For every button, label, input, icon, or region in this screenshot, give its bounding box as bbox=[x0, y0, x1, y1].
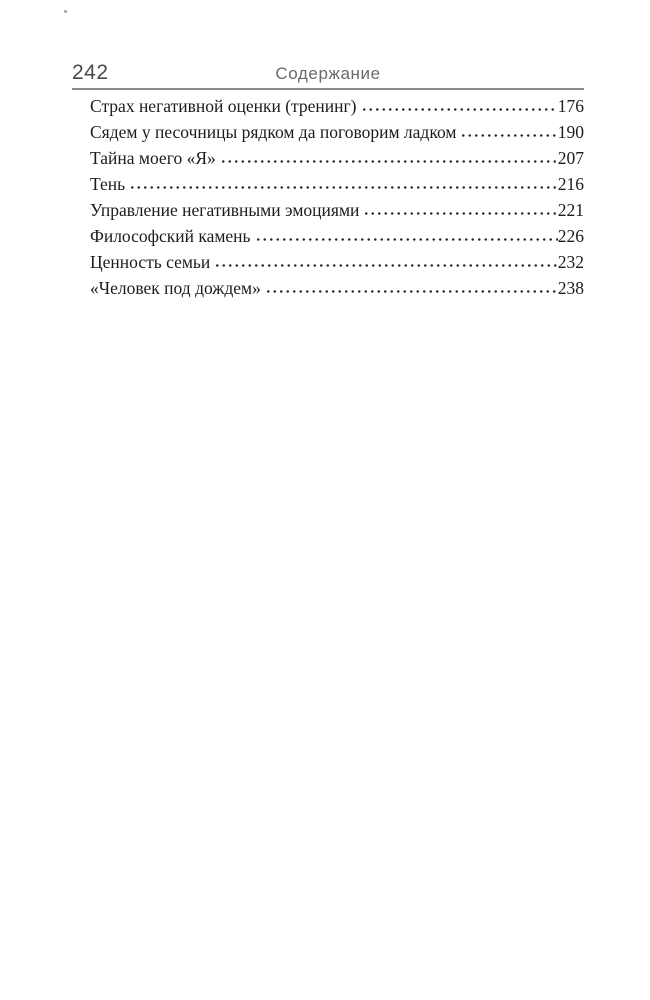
toc-row bbox=[72, 200, 584, 226]
toc-dot-leader bbox=[363, 211, 557, 216]
toc-entry-page-number: 226 bbox=[557, 226, 584, 246]
toc-dot-leader bbox=[460, 133, 557, 138]
page-number: 242 bbox=[72, 61, 109, 84]
scan-speck bbox=[64, 10, 67, 13]
toc-row bbox=[72, 226, 584, 252]
toc-dot-leader bbox=[361, 107, 558, 112]
toc-entry-title: Управление негативными эмоциями bbox=[90, 200, 360, 220]
toc-dot-leader bbox=[214, 263, 557, 268]
toc-entry-page-number: 207 bbox=[557, 148, 584, 168]
toc-entry-title: Страх негативной оценки (тренинг) bbox=[90, 96, 357, 116]
table-of-contents bbox=[72, 96, 584, 304]
toc-entry-page-number: 238 bbox=[557, 278, 584, 298]
toc-entry-title: Ценность семьи bbox=[90, 252, 211, 272]
toc-entry-title: Сядем у песочницы рядком да поговорим ладком bbox=[90, 122, 457, 142]
toc-entry-title: Тень bbox=[90, 174, 126, 194]
toc-row bbox=[72, 252, 584, 278]
toc-entry-title: Тайна моего «Я» bbox=[90, 148, 216, 168]
toc-row bbox=[72, 148, 584, 174]
toc-entry-title: Философский камень bbox=[90, 226, 251, 246]
toc-row bbox=[72, 278, 584, 304]
toc-entry-page-number: 190 bbox=[557, 122, 584, 142]
toc-row bbox=[72, 96, 584, 122]
toc-dot-leader bbox=[265, 289, 558, 294]
toc-entry-title: «Человек под дождем» bbox=[90, 278, 261, 298]
page-header bbox=[72, 60, 584, 90]
toc-row bbox=[72, 122, 584, 148]
toc-entry-page-number: 216 bbox=[557, 174, 584, 194]
toc-dot-leader bbox=[255, 237, 558, 242]
toc-row bbox=[72, 174, 584, 200]
toc-entry-page-number: 176 bbox=[557, 96, 584, 116]
running-head-title: Содержание bbox=[275, 64, 381, 83]
toc-entry-page-number: 232 bbox=[557, 252, 584, 272]
toc-entry-page-number: 221 bbox=[557, 200, 584, 220]
toc-dot-leader bbox=[129, 185, 558, 190]
toc-dot-leader bbox=[220, 159, 558, 164]
